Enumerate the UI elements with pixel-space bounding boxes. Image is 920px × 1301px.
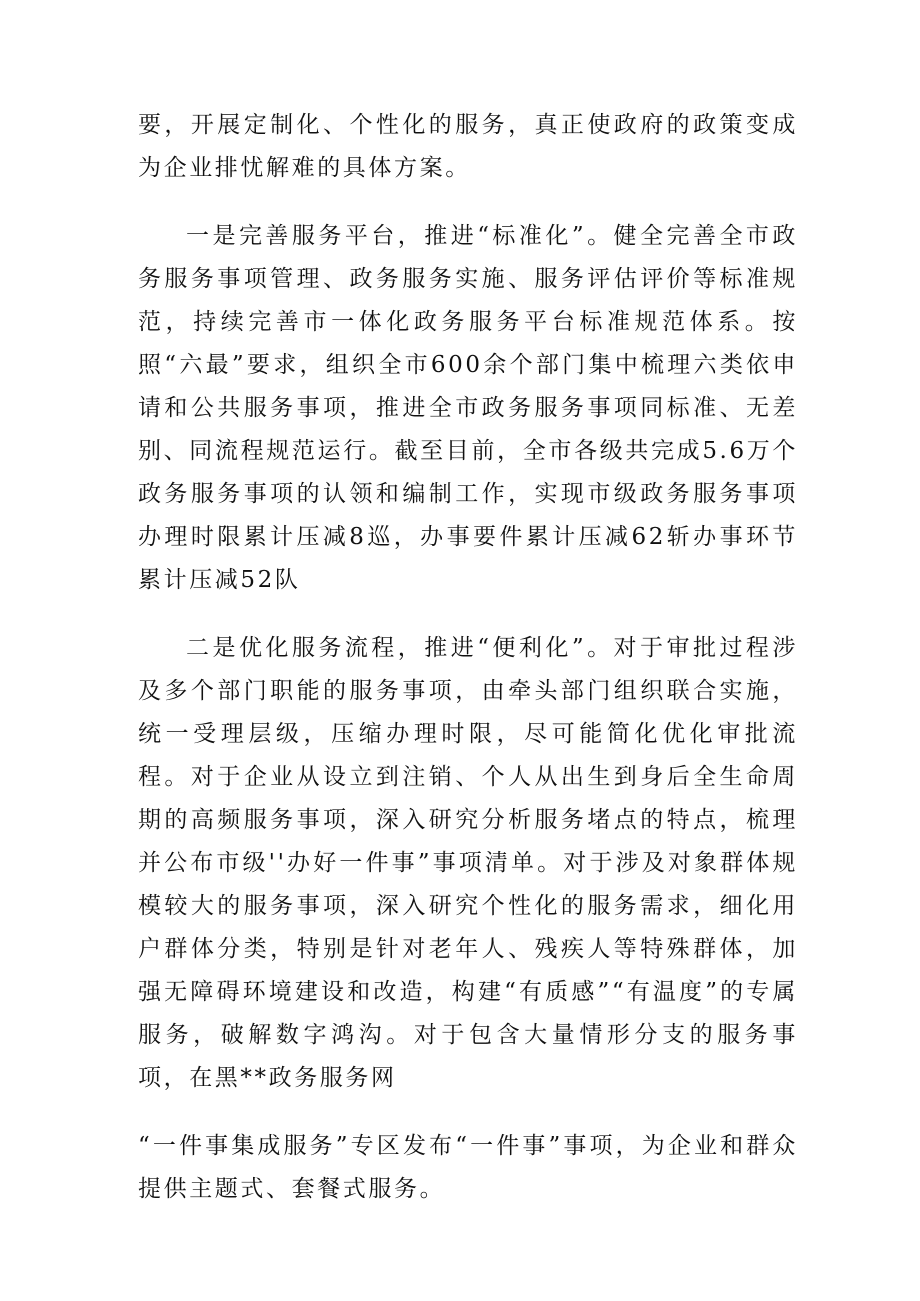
paragraph-intro-continuation: 要，开展定制化、个性化的服务，真正使政府的政策变成为企业排忧解难的具体方案。	[138, 112, 798, 181]
document-body	[138, 104, 798, 1211]
paragraph-service-process: 二是优化服务流程，推进“便利化”。对于审批过程涉及多个部门职能的服务事项，由牵头部门组织联合实施，统一受理层级，压缩办理时限，尽可能简化优化审批流程。对于企业从设立到注销、个人从出生到身后全生命周期的高频服务事项，深入研究分析服务堵点的特点，梳理并公布市级''办好一件事”事项清单。对于涉及对象群体规模较大的服务事项，深入研究个性化的服务需求，细化用户群体分类，特别是针对老年人、残疾人等特殊群体，加强无障碍环境建设和改造，构建“有质感”“有温度”的专属服务，破解数字鸿沟。对于包含大量情形分支的服务事项，在黑**政务服务网	[138, 635, 798, 1091]
paragraph-service-platform: 一是完善服务平台，推进“标准化”。健全完善全市政务服务事项管理、政务服务实施、服务评估评价等标准规范，持续完善市一体化政务服务平台标准规范体系。按照“六最”要求，组织全市600余个部门集中梳理六类依申请和公共服务事项，推进全市政务服务事项同标准、无差别、同流程规范运行。截至目前，全市各级共完成5.6万个政务服务事项的认领和编制工作，实现市级政务服务事项办理时限累计压减8巡，办事要件累计压减62斩办事环节累计压减52队	[138, 223, 798, 593]
paragraph-one-thing-service: “一件事集成服务”专区发布“一件事”事项，为企业和群众提供主题式、套餐式服务。	[138, 1133, 798, 1202]
